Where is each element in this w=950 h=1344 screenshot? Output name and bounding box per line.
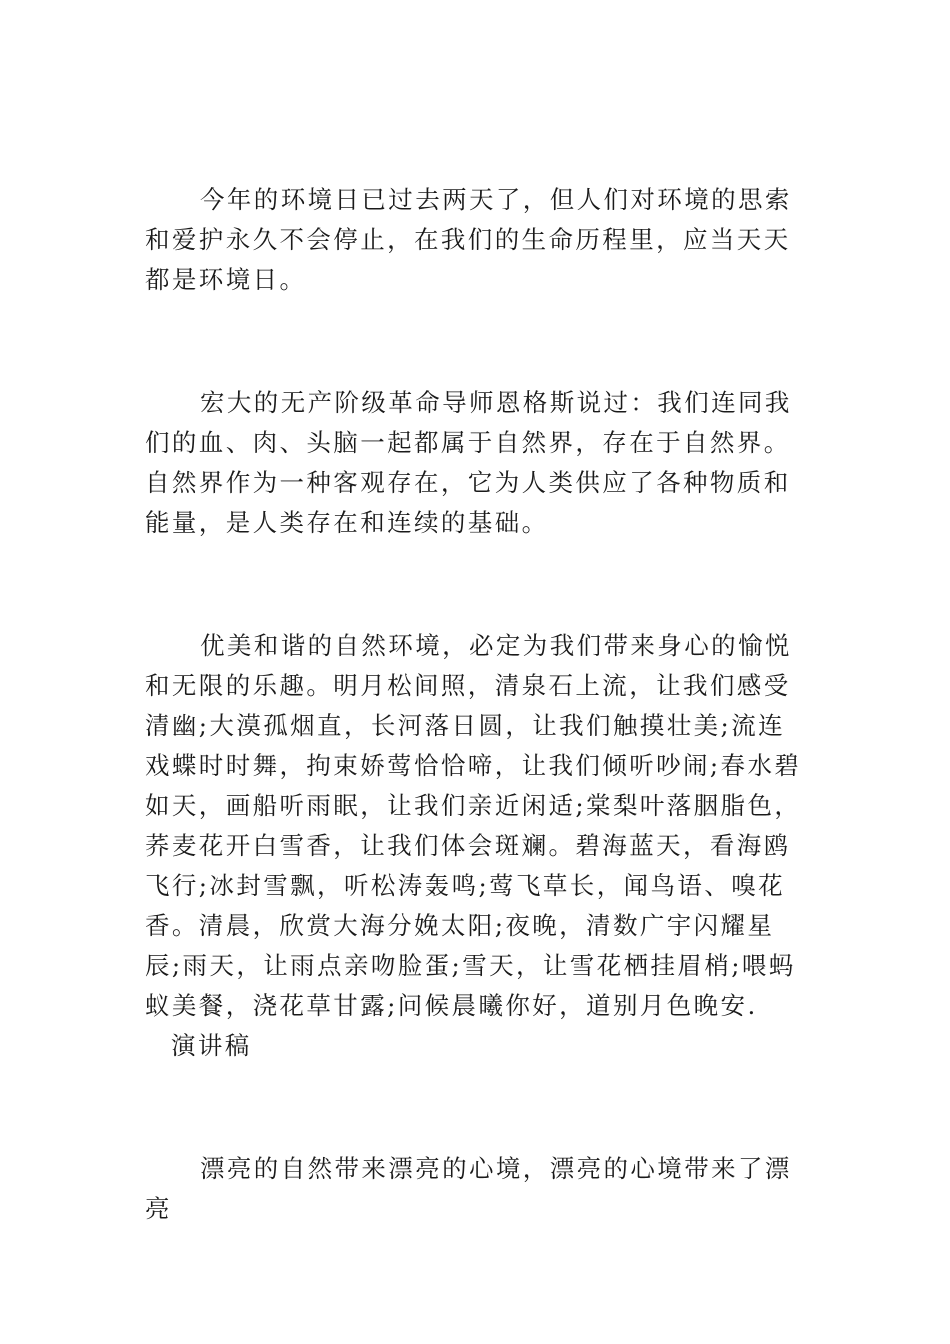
paragraph-2 [145, 383, 809, 543]
paragraph-4: 漂亮的自然带来漂亮的心境，漂亮的心境带来了漂亮 [145, 1154, 792, 1223]
tail-note: 演讲稿 [171, 1031, 252, 1060]
paragraph-3-text: 优美和谐的自然环境，必定为我们带来身心的愉悦和无限的乐趣。明月松间照，清泉石上流，让我们感受清幽;大漠孤烟直，长河落日圆，让我们触摸壮美;流连戏蝶时时舞，拘束娇莺恰恰啼，让我们倾听吵闹;春水碧如天，画船听雨眠，让我们亲近闲适;棠梨叶落胭脂色，荞麦花开白雪香，让我们体会斑斓。碧海蓝天，看海鸥飞行;冰封雪飘，听松涛轰鸣;莺飞草长，闻鸟语、嗅花香。清晨，欣赏大海分娩太阳;夜晚，清数广宇闪耀星辰;雨天，让雨点亲吻脸蛋;雪天，让雪花栖挂眉梢;喂蚂蚁美餐，浇花草甘露;问候晨曦你好，道别月色晚安. [145, 631, 802, 1020]
document-body [145, 180, 809, 1229]
paragraph-3 [145, 626, 809, 1066]
paragraph-1: 今年的环境日已过去两天了，但人们对环境的思索和爱护永久不会停止，在我们的生命历程里，应当天天都是环境日。 [145, 185, 792, 294]
paragraph-2-text: 宏大的无产阶级革命导师恩格斯说过：我们连同我们的血、肉、头脑一起都属于自然界，存在于自然界。自然界作为一种客观存在，它为人类供应了各种物质和能量，是人类存在和连续的基础。 [145, 388, 792, 537]
